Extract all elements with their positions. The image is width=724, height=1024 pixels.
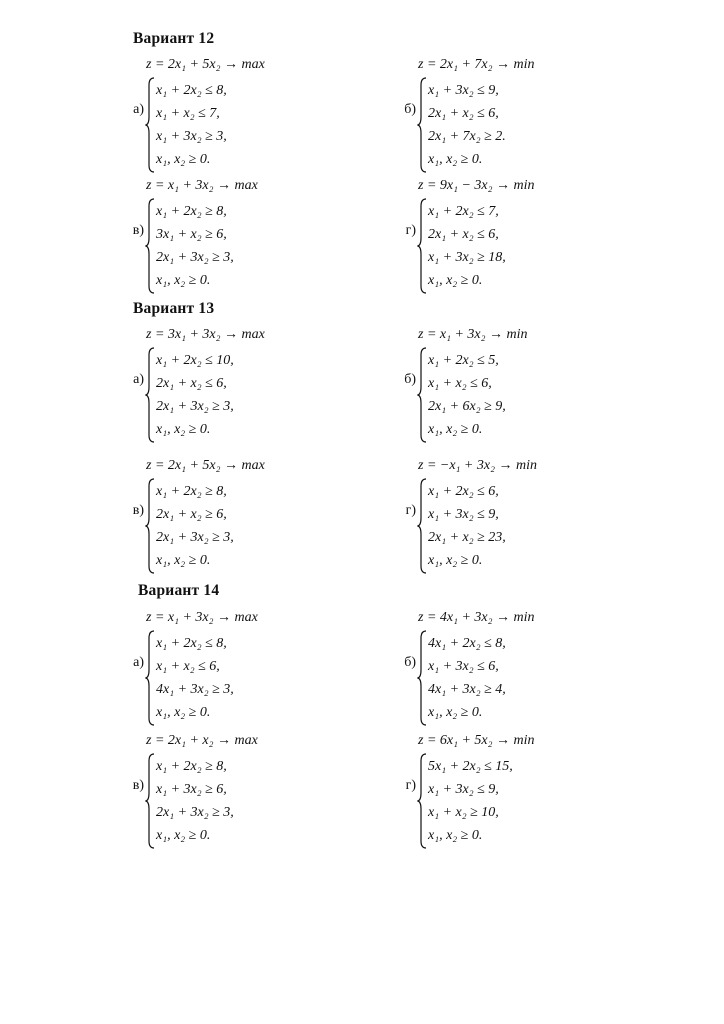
constraint-row: 2x₁ + 6x₂ ≥ 9, [428,399,506,414]
problem-13v [128,458,368,578]
constraint-row: 4x₁ + 3x₂ ≥ 4, [428,682,506,697]
constraint-row: x₁ + 2x₂ ≥ 8, [156,759,227,774]
constraints-system [156,755,234,847]
brace-icon [417,630,427,726]
constraint-row: x₁, x₂ ≥ 0. [428,705,483,720]
problem-14v [128,733,368,853]
constraint-row: x₁ + x₂ ≤ 6, [156,659,220,674]
constraints-system [156,632,234,724]
problem-12b [400,57,640,177]
constraint-row: x₁ + 3x₂ ≥ 18, [428,250,506,265]
constraints-system [428,480,506,572]
objective: z = 2x₁ + 5x₂ → max [146,57,265,72]
constraint-row: 5x₁ + 2x₂ ≤ 15, [428,759,513,774]
problem-12v [128,178,368,298]
constraint-row: x₁ + 2x₂ ≤ 10, [156,353,234,368]
constraint-row: 4x₁ + 2x₂ ≤ 8, [428,636,506,651]
brace-icon [145,478,155,574]
problem-label: г) [405,778,416,793]
objective: z = 2x₁ + 7x₂ → min [418,57,535,72]
problem-label: г) [405,223,416,238]
problem-label: в) [132,778,144,793]
constraint-row: x₁, x₂ ≥ 0. [156,422,211,437]
constraints-system [156,480,234,572]
objective: z = 6x₁ + 5x₂ → min [418,733,535,748]
problem-14g [400,733,640,853]
constraint-row: 4x₁ + 3x₂ ≥ 3, [156,682,234,697]
constraint-row: x₁ + x₂ ≥ 10, [428,805,499,820]
problem-label: б) [404,102,416,117]
variant-13-title: Вариант 13 [133,300,215,317]
problem-12a [128,57,368,177]
problem-label: б) [404,372,416,387]
problem-12g [400,178,640,298]
constraints-system [428,632,506,724]
constraint-row: x₁, x₂ ≥ 0. [428,152,483,167]
constraint-row: 2x₁ + 3x₂ ≥ 3, [156,250,234,265]
constraint-row: x₁, x₂ ≥ 0. [428,553,483,568]
problem-label: б) [404,655,416,670]
brace-icon [417,478,427,574]
problem-13g [400,458,640,578]
objective: z = x₁ + 3x₂ → min [418,327,528,342]
problem-label: в) [132,223,144,238]
brace-icon [417,347,427,443]
constraint-row: x₁, x₂ ≥ 0. [156,273,211,288]
constraint-row: x₁ + 3x₂ ≥ 3, [156,129,227,144]
problem-13a [128,327,368,447]
problem-13b [400,327,640,447]
constraint-row: 2x₁ + x₂ ≤ 6, [428,106,499,121]
variant-14-title: Вариант 14 [138,582,220,599]
problem-label: а) [133,372,144,387]
constraint-row: x₁ + 2x₂ ≥ 8, [156,204,227,219]
constraints-system [428,349,506,441]
constraint-row: x₁ + 3x₂ ≤ 9, [428,83,499,98]
brace-icon [145,347,155,443]
problem-label: а) [133,102,144,117]
constraint-row: x₁, x₂ ≥ 0. [428,828,483,843]
problem-label: в) [132,503,144,518]
objective: z = 9x₁ − 3x₂ → min [418,178,535,193]
constraints-system [428,755,513,847]
objective: z = 3x₁ + 3x₂ → max [146,327,265,342]
constraint-row: x₁, x₂ ≥ 0. [428,273,483,288]
problem-14b [400,610,640,730]
problem-14a [128,610,368,730]
constraint-row: x₁, x₂ ≥ 0. [156,152,211,167]
problem-label: а) [133,655,144,670]
constraint-row: 2x₁ + x₂ ≥ 6, [156,507,227,522]
objective: z = 4x₁ + 3x₂ → min [418,610,535,625]
constraint-row: x₁ + 2x₂ ≤ 8, [156,83,227,98]
brace-icon [145,77,155,173]
constraint-row: x₁ + 3x₂ ≤ 6, [428,659,499,674]
objective: z = x₁ + 3x₂ → max [146,610,258,625]
constraint-row: 2x₁ + 3x₂ ≥ 3, [156,399,234,414]
brace-icon [417,198,427,294]
constraints-system [156,200,234,292]
constraint-row: x₁ + 3x₂ ≤ 9, [428,782,499,797]
problem-label: г) [405,503,416,518]
constraint-row: x₁, x₂ ≥ 0. [156,828,211,843]
constraint-row: 2x₁ + x₂ ≤ 6, [156,376,227,391]
objective: z = x₁ + 3x₂ → max [146,178,258,193]
constraint-row: x₁ + 2x₂ ≤ 5, [428,353,499,368]
constraint-row: x₁ + x₂ ≤ 7, [156,106,220,121]
constraints-system [156,349,234,441]
constraint-row: 2x₁ + x₂ ≤ 6, [428,227,499,242]
constraint-row: x₁ + 2x₂ ≤ 8, [156,636,227,651]
constraint-row: 2x₁ + 3x₂ ≥ 3, [156,530,234,545]
constraints-system [156,79,227,171]
brace-icon [417,77,427,173]
brace-icon [145,753,155,849]
constraint-row: x₁, x₂ ≥ 0. [156,553,211,568]
constraint-row: x₁ + 3x₂ ≤ 9, [428,507,499,522]
constraint-row: x₁ + 2x₂ ≥ 8, [156,484,227,499]
constraint-row: 2x₁ + 3x₂ ≥ 3, [156,805,234,820]
constraint-row: 2x₁ + 7x₂ ≥ 2. [428,129,506,144]
constraint-row: x₁ + x₂ ≤ 6, [428,376,492,391]
constraint-row: x₁ + 2x₂ ≤ 6, [428,484,499,499]
brace-icon [145,630,155,726]
constraint-row: x₁, x₂ ≥ 0. [428,422,483,437]
objective: z = −x₁ + 3x₂ → min [418,458,537,473]
constraint-row: x₁ + 2x₂ ≤ 7, [428,204,499,219]
objective: z = 2x₁ + 5x₂ → max [146,458,265,473]
constraint-row: x₁ + 3x₂ ≥ 6, [156,782,227,797]
constraints-system [428,200,506,292]
brace-icon [145,198,155,294]
brace-icon [417,753,427,849]
constraint-row: 2x₁ + x₂ ≥ 23, [428,530,506,545]
variant-12-title: Вариант 12 [133,30,215,47]
constraint-row: x₁, x₂ ≥ 0. [156,705,211,720]
objective: z = 2x₁ + x₂ → max [146,733,258,748]
constraint-row: 3x₁ + x₂ ≥ 6, [156,227,227,242]
constraints-system [428,79,506,171]
